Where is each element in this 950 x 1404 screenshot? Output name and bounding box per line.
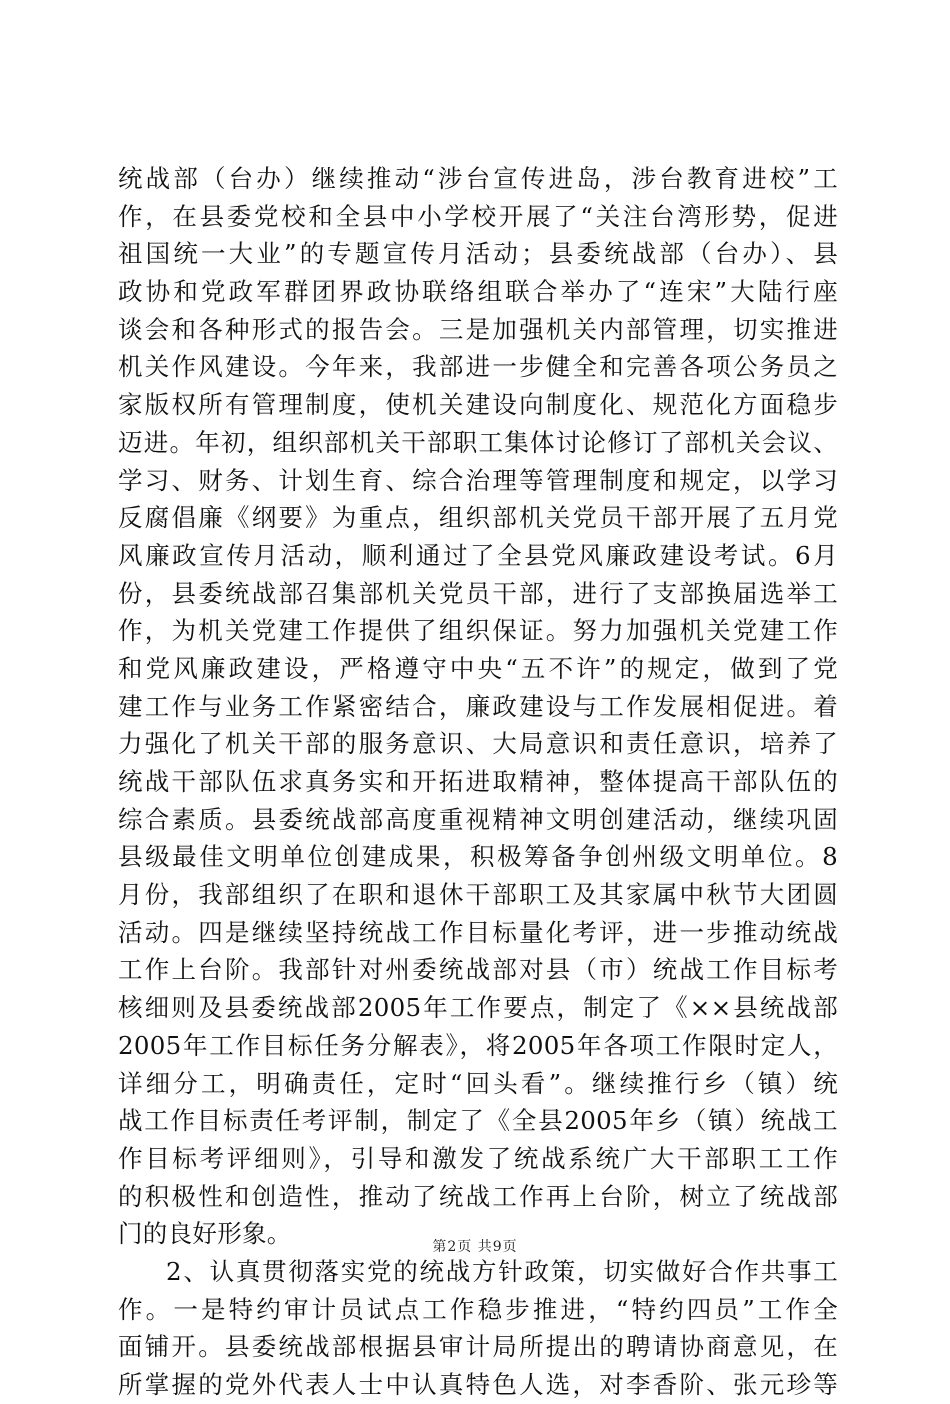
text-line: 作。一是特约审计员试点工作稳步推进，“特约四员”工作全 (118, 1294, 838, 1324)
text-line: 风廉政宣传月活动，顺利通过了全县党风廉政建设考试。6月 (118, 540, 838, 570)
text-line: 迈进。年初，组织部机关干部职工集体讨论修订了部机关会议、 (118, 427, 838, 457)
text-line: 面铺开。县委统战部根据县审计局所提出的聘请协商意见，在 (118, 1332, 838, 1362)
text-line: 统战干部队伍求真务实和开拓进取精神，整体提高干部队伍的 (118, 767, 838, 796)
text-line: 和党风廉政建设，严格遵守中央“五不许”的规定，做到了党 (118, 653, 838, 683)
text-line: 反腐倡廉《纲要》为重点，组织部机关党员干部开展了五月党 (118, 503, 838, 533)
text-line: 建工作与业务工作紧密结合，廉政建设与工作发展相促进。着 (118, 691, 838, 721)
text-line: 作，为机关党建工作提供了组织保证。努力加强机关党建工作 (118, 616, 838, 646)
text-line: 的积极性和创造性，推动了统战工作再上台阶，树立了统战部 (118, 1181, 838, 1211)
text-line: 祖国统一大业”的专题宣传月活动；县委统战部（台办）、县 (118, 239, 838, 269)
text-line: 谈会和各种形式的报告会。三是加强机关内部管理，切实推进 (118, 314, 838, 344)
page-number-footer: 第2页 共9页 (432, 1239, 518, 1255)
text-line: 所掌握的党外代表人士中认真特色人选，对李香阶、张元珍等 (118, 1370, 838, 1399)
text-line: 机关作风建设。今年来，我部进一步健全和完善各项公务员之 (118, 352, 838, 382)
text-line: 工作上台阶。我部针对州委统战部对县（市）统战工作目标考 (118, 955, 838, 985)
text-line: 学习、财务、计划生育、综合治理等管理制度和规定，以学习 (118, 465, 838, 495)
text-line: 月份，我部组织了在职和退休干部职工及其家属中秋节大团圆 (118, 880, 838, 910)
text-line: 家版权所有管理制度，使机关建设向制度化、规范化方面稳步 (118, 390, 838, 420)
text-line: 力强化了机关干部的服务意识、大局意识和责任意识，培养了 (118, 729, 838, 759)
text-line: 政协和党政军群团界政协联络组联合举办了“连宋”大陆行座 (118, 277, 838, 307)
text-line: 作目标考评细则》，引导和激发了统战系统广大干部职工工作 (118, 1143, 838, 1173)
text-line: 详细分工，明确责任，定时“回头看”。继续推行乡（镇）统 (118, 1068, 838, 1098)
text-line: 战工作目标责任考评制，制定了《全县2005年乡（镇）统战工 (118, 1106, 838, 1136)
text-line: 份，县委统战部召集部机关党员干部，进行了支部换届选举工 (118, 578, 838, 608)
text-line: 核细则及县委统战部2005年工作要点，制定了《××县统战部 (118, 993, 838, 1023)
text-line: 统战部（台办）继续推动“涉台宣传进岛，涉台教育进校”工 (118, 164, 838, 193)
text-line: 县级最佳文明单位创建成果，积极筹备争创州级文明单位。8 (118, 842, 838, 872)
text-line: 2005年工作目标任务分解表》，将2005年各项工作限时定人， (118, 1030, 838, 1060)
paragraph-start-line: 2、认真贯彻落实党的统战方针政策，切实做好合作共事工 (166, 1256, 838, 1286)
text-line: 活动。四是继续坚持统战工作目标量化考评，进一步推动统战 (118, 917, 838, 947)
text-line: 作，在县委党校和全县中小学校开展了“关注台湾形势，促进 (118, 201, 838, 231)
text-line: 门的良好形象。 (118, 1219, 292, 1249)
text-line: 综合素质。县委统战部高度重视精神文明创建活动，继续巩固 (118, 804, 838, 834)
body-text (118, 160, 838, 1404)
